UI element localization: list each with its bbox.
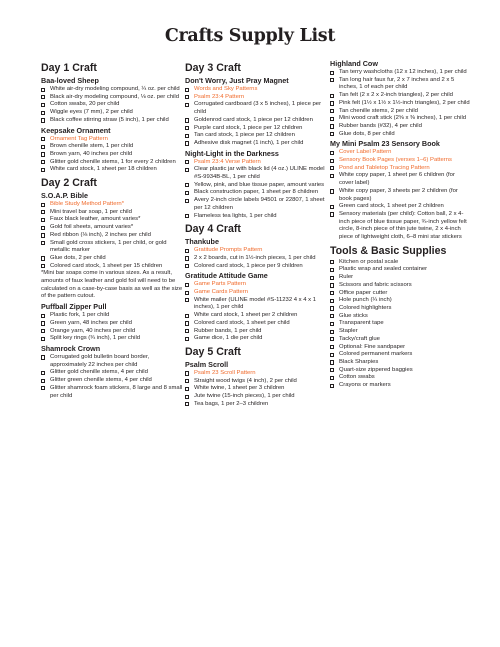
supply-list-item xyxy=(41,117,183,125)
checkbox-icon xyxy=(41,379,45,383)
checkbox-icon xyxy=(185,249,189,253)
checkbox-icon xyxy=(41,233,45,237)
supply-list xyxy=(330,69,470,138)
supply-list-item xyxy=(330,92,470,100)
supply-item-text: Glue dots, 2 per child xyxy=(50,254,106,261)
supply-item-text: Faux black leather, amount varies* xyxy=(50,216,141,223)
supply-list-item xyxy=(41,377,183,385)
supply-list-item xyxy=(185,335,325,343)
supply-list-item xyxy=(330,259,470,267)
supply-list-item xyxy=(41,263,183,271)
checkbox-icon xyxy=(41,152,45,156)
supply-list-item xyxy=(41,159,183,167)
section-heading-day-2-craft: Day 2 Craft xyxy=(41,177,97,190)
supply-item-text: Small gold cross stickers, 1 per child, or gold metallic marker xyxy=(50,239,167,254)
craft-title-night-light-in-the-darkness: Night-Light in the Darkness xyxy=(185,148,279,158)
supply-item-text: White twine, 1 sheet per 3 children xyxy=(194,385,285,392)
supply-item-text: Optional: Fine sandpaper xyxy=(339,343,406,350)
craft-title-gratitude-attitude-game: Gratitude Attitude Game xyxy=(185,271,268,281)
checkbox-icon xyxy=(41,137,45,141)
checkbox-icon xyxy=(185,387,189,391)
checkbox-icon xyxy=(41,160,45,164)
supply-item-text: Kitchen or postal scale xyxy=(339,258,399,265)
supply-list-item xyxy=(41,385,183,400)
supply-item-text: Mini travel bar soap, 1 per child xyxy=(50,208,132,215)
pattern-link-text[interactable]: Sensory Book Pages (verses 1–6) Patterns xyxy=(339,157,452,164)
supply-item-text: Glitter shamrock foam stickers, 8 large and 8 small per child xyxy=(50,384,183,399)
checkbox-icon xyxy=(41,371,45,375)
checkbox-icon xyxy=(185,191,189,195)
supply-item-text: Jute twine (15-inch pieces), 1 per child xyxy=(194,393,295,400)
supply-item-text: Tan chenille stems, 2 per child xyxy=(339,107,418,114)
checkbox-icon xyxy=(330,368,334,372)
supply-list-item xyxy=(185,297,325,312)
supply-list-item xyxy=(41,109,183,117)
checkbox-icon xyxy=(330,205,334,209)
supply-item-text: Cotton swabs xyxy=(339,374,375,381)
supply-list-item xyxy=(185,328,325,336)
supply-list-item xyxy=(185,125,325,133)
supply-list-item xyxy=(185,393,325,401)
pattern-link-text[interactable]: Gratitude Prompts Pattern xyxy=(194,247,263,254)
checkbox-icon xyxy=(41,329,45,333)
pattern-link-item[interactable] xyxy=(185,247,325,255)
supply-item-text: White card stock, 1 sheet per 2 children xyxy=(194,312,298,319)
checkbox-icon xyxy=(185,134,189,138)
section-heading-day-1-craft: Day 1 Craft xyxy=(41,62,97,74)
checkbox-icon xyxy=(41,210,45,214)
supply-list-item xyxy=(330,297,470,305)
supply-list-item xyxy=(330,108,470,116)
pattern-link-item[interactable] xyxy=(185,94,325,102)
supply-item-text: Tan terry washcloths (12 x 12 inches), 1 per child xyxy=(339,69,467,75)
supply-item-text: Hole punch (¼ inch) xyxy=(339,297,392,304)
supply-item-text: Tan card stock, 1 piece per 12 children xyxy=(194,132,295,139)
pattern-link-text[interactable]: Cover Label Pattern xyxy=(339,149,392,156)
supply-item-text: Quart-size zippered baggies xyxy=(339,366,413,373)
supply-item-text: Black construction paper, 1 sheet per 8 children xyxy=(194,189,319,196)
checkbox-icon xyxy=(330,71,334,75)
supply-list-item xyxy=(185,312,325,320)
supply-list-item xyxy=(330,290,470,298)
supply-item-text: Gold foil sheets, amount varies* xyxy=(50,224,134,231)
checkbox-icon xyxy=(330,174,334,178)
checkbox-icon xyxy=(41,88,45,92)
checkbox-icon xyxy=(41,386,45,390)
supply-item-text: Glue dots, 8 per child xyxy=(339,130,395,137)
craft-title-don-t-worry-just-pray-magnet: Don't Worry, Just Pray Magnet xyxy=(185,76,289,85)
supply-list-item xyxy=(330,382,470,390)
checkbox-icon xyxy=(330,345,334,349)
supply-item-text: Green card stock, 1 sheet per 2 children xyxy=(339,203,444,210)
supply-item-text: Black Sharpies xyxy=(339,358,379,365)
checkbox-icon xyxy=(185,256,189,260)
checkbox-icon xyxy=(330,166,334,170)
supply-item-text: Rubber bands (#32), 4 per child xyxy=(339,122,422,129)
supply-list xyxy=(185,247,325,270)
checkbox-icon xyxy=(41,314,45,318)
checkbox-icon xyxy=(330,306,334,310)
pattern-link-item[interactable] xyxy=(330,165,470,173)
supply-list-item xyxy=(185,213,325,221)
checkbox-icon xyxy=(330,283,334,287)
pattern-link-text[interactable]: Game Cards Pattern xyxy=(194,289,249,296)
supply-item-text: Straight wood twigs (4 inch), 2 per child xyxy=(194,377,297,384)
supply-item-text: Goldenrod card stock, 1 piece per 12 children xyxy=(194,116,313,123)
checkbox-icon xyxy=(41,321,45,325)
supply-list-item xyxy=(185,385,325,393)
supply-list-item xyxy=(330,374,470,382)
checkbox-icon xyxy=(41,111,45,115)
supply-list-item xyxy=(41,166,183,174)
checkbox-icon xyxy=(330,314,334,318)
supply-list xyxy=(41,86,183,125)
supply-item-text: Colored highlighters xyxy=(339,304,392,311)
checkbox-icon xyxy=(330,109,334,113)
supply-list-item xyxy=(330,367,470,375)
column-3 xyxy=(330,58,470,390)
supply-item-text: Game dice, 1 die per child xyxy=(194,335,263,342)
supply-item-text: Brown yarn, 40 inches per child xyxy=(50,150,133,157)
supply-list-item xyxy=(185,263,325,271)
supply-item-text: Orange yarn, 40 inches per child xyxy=(50,327,136,334)
checkbox-icon xyxy=(185,402,189,406)
supply-item-text: Sensory materials (per child): Cotton ball, 2 x 4-inch piece of blue tissue paper, ¾-inch yellow felt circle, 8-inch piece of thin jute twine, 2 x 4-inch piece of lightweight cloth, 6–8 mini star stickers xyxy=(339,210,467,241)
supply-list-item xyxy=(185,197,325,212)
supply-list-item xyxy=(41,312,183,320)
checkbox-icon xyxy=(41,203,45,207)
checkbox-icon xyxy=(185,103,189,107)
checkbox-icon xyxy=(185,379,189,383)
checkbox-icon xyxy=(330,360,334,364)
supply-item-text: Avery 2-inch circle labels 94501 or 22807, 1 sheet per 12 children xyxy=(194,197,325,211)
supply-item-text: Brown chenille stem, 1 per child xyxy=(50,143,134,150)
pattern-link-item[interactable] xyxy=(185,289,325,297)
section-heading-day-5-craft: Day 5 Craft xyxy=(185,345,241,358)
supply-item-text: Black air-dry modeling compound, ⅛ oz. per child xyxy=(50,93,180,100)
checkbox-icon xyxy=(185,371,189,375)
craft-title-thankube: Thankube xyxy=(185,237,219,247)
checkbox-icon xyxy=(41,355,45,359)
supply-item-text: Pink felt (1½ x 1½ x 1½-inch triangles), 2 per child xyxy=(339,99,470,106)
pattern-link-item[interactable] xyxy=(41,201,183,209)
checkbox-icon xyxy=(41,241,45,245)
supply-item-text: White copy paper, 3 sheets per 2 children (for book pages) xyxy=(339,187,458,202)
checkbox-icon xyxy=(185,160,189,164)
pattern-link-item[interactable] xyxy=(185,370,325,378)
supply-list xyxy=(41,312,183,343)
checkbox-icon xyxy=(330,322,334,326)
supply-item-text: White mailer (ULINE model #S-11232 4 x 4 x 1 inches), 1 per child xyxy=(194,296,317,311)
section-heading-day-4-craft: Day 4 Craft xyxy=(185,223,241,236)
supply-list xyxy=(330,259,470,390)
supply-list xyxy=(185,86,325,148)
supply-item-text: Colored card stock, 1 piece per 9 children xyxy=(194,262,303,269)
pattern-link-item[interactable] xyxy=(330,157,470,165)
pattern-link-text[interactable]: Pond and Tabletop Tracing Pattern xyxy=(339,164,430,171)
supply-list-item xyxy=(330,274,470,282)
supply-item-text: Transparent tape xyxy=(339,320,384,327)
checkbox-icon xyxy=(330,94,334,98)
checkbox-icon xyxy=(330,78,334,82)
supply-list xyxy=(41,136,183,175)
supply-list-item xyxy=(330,351,470,359)
supply-item-text: Corrugated gold bulletin board border, approximately 22 inches per child xyxy=(50,353,150,368)
pattern-link-item[interactable] xyxy=(41,136,183,144)
supply-item-text: Glitter gold chenille stems, 4 per child xyxy=(50,369,148,376)
supply-list xyxy=(41,354,183,400)
pattern-link-item[interactable] xyxy=(185,281,325,289)
checkbox-icon xyxy=(185,214,189,218)
checkbox-icon xyxy=(330,337,334,341)
checkbox-icon xyxy=(330,376,334,380)
pattern-link-text[interactable]: Psalm 23 Scroll Pattern xyxy=(194,369,256,376)
checkbox-icon xyxy=(185,118,189,122)
checkbox-icon xyxy=(185,291,189,295)
checkbox-icon xyxy=(185,395,189,399)
pattern-link-text[interactable]: Words and Sky Patterns xyxy=(194,86,258,92)
craft-title-baa-loved-sheep: Baa-loved Sheep xyxy=(41,76,99,85)
supply-list-item xyxy=(185,132,325,140)
craft-title-keepsake-ornament: Keepsake Ornament xyxy=(41,125,111,135)
checkbox-icon xyxy=(185,314,189,318)
checkbox-icon xyxy=(330,212,334,216)
pattern-link-item[interactable] xyxy=(185,86,325,94)
supply-item-text: White copy paper, 1 sheet per 6 children (for cover label) xyxy=(339,172,455,187)
checkbox-icon xyxy=(41,145,45,149)
checkbox-icon xyxy=(185,183,189,187)
checkbox-icon xyxy=(330,260,334,264)
craft-title-s-o-a-p-bible: S.O.A.P. Bible xyxy=(41,191,88,201)
checkbox-icon xyxy=(41,118,45,122)
pattern-link-text[interactable]: Bible Study Method Pattern* xyxy=(50,201,125,208)
supply-item-text: Corrugated cardboard (3 x 5 inches), 1 piece per child xyxy=(194,101,322,116)
checkbox-icon xyxy=(330,291,334,295)
supply-list-item xyxy=(41,328,183,336)
checkbox-icon xyxy=(41,103,45,107)
supply-list-item xyxy=(41,335,183,343)
supply-list-item xyxy=(41,224,183,232)
checkbox-icon xyxy=(185,95,189,99)
supply-item-text: 2 x 2 boards, cut in 1½-inch pieces, 1 per child xyxy=(194,254,316,261)
supply-list-item xyxy=(41,216,183,224)
supply-item-text: Tacky/craft glue xyxy=(339,335,380,342)
checkbox-icon xyxy=(185,298,189,302)
supply-list-item xyxy=(330,313,470,321)
supply-item-text: Clear plastic jar with black lid (4 oz.) ULINE model #S-9934B-BL, 1 per child xyxy=(194,166,325,181)
craft-title-psalm-scroll: Psalm Scroll xyxy=(185,359,229,369)
checkbox-icon xyxy=(330,276,334,280)
footnote: *Mini bar soaps come in various sizes. As a result, amounts of faux leather and gold foil will need to be calculated on a case-by-case basis as well as the size of the pattern cutout. xyxy=(41,270,183,300)
supply-item-text: Green yarn, 48 inches per child xyxy=(50,319,132,326)
pattern-link-text[interactable]: Psalm 23:4 Verse Pattern xyxy=(194,158,261,165)
supply-item-text: Yellow, pink, and blue tissue paper, amount varies xyxy=(194,181,325,188)
supply-list xyxy=(330,149,470,241)
supply-item-text: Colored card stock, 1 sheet per child xyxy=(194,319,290,326)
pattern-link-item[interactable] xyxy=(330,149,470,157)
supply-list-item xyxy=(330,266,470,274)
supply-list-item xyxy=(330,123,470,131)
supply-list-item xyxy=(330,203,470,211)
supply-item-text: Adhesive disk magnet (1 inch), 1 per child xyxy=(194,139,304,146)
supply-list-item xyxy=(330,344,470,352)
supply-list-item xyxy=(185,401,325,409)
supply-list-item xyxy=(41,354,183,369)
supply-list-item xyxy=(330,115,470,123)
supply-list-item xyxy=(41,320,183,328)
supply-item-text: Plastic wrap and sealed container xyxy=(339,266,428,273)
supply-item-text: Scissors and fabric scissors xyxy=(339,281,412,288)
checkbox-icon xyxy=(185,126,189,130)
supply-item-text: Purple card stock, 1 piece per 12 children xyxy=(194,124,303,131)
supply-list-item xyxy=(330,77,470,92)
supply-list-item xyxy=(330,211,470,242)
checkbox-icon xyxy=(330,330,334,334)
craft-title-shamrock-crown: Shamrock Crown xyxy=(41,343,101,353)
checkbox-icon xyxy=(185,283,189,287)
supply-list-item xyxy=(185,189,325,197)
supply-list-item xyxy=(330,131,470,139)
supply-list xyxy=(185,159,325,221)
checkbox-icon xyxy=(330,132,334,136)
checkbox-icon xyxy=(330,124,334,128)
supply-list xyxy=(41,201,183,270)
supply-list-item xyxy=(330,282,470,290)
supply-list-item xyxy=(41,369,183,377)
checkbox-icon xyxy=(330,299,334,303)
supply-item-text: Black coffee stirring straw (5 inch), 1 per child xyxy=(50,116,169,123)
supply-list-item xyxy=(330,100,470,108)
supply-list-item xyxy=(41,151,183,159)
checkbox-icon xyxy=(330,101,334,105)
pattern-link-item[interactable] xyxy=(185,159,325,167)
checkbox-icon xyxy=(330,151,334,155)
supply-list xyxy=(185,370,325,409)
checkbox-icon xyxy=(185,264,189,268)
craft-title-puffball-zipper-pull: Puffball Zipper Pull xyxy=(41,302,107,312)
checkbox-icon xyxy=(330,353,334,357)
supply-list-item xyxy=(41,255,183,263)
supply-item-text: Tan felt (2 x 2 x 2-inch triangles), 2 per child xyxy=(339,92,453,99)
pattern-link-text[interactable]: Psalm 23:4 Pattern xyxy=(194,93,245,100)
checkbox-icon xyxy=(330,117,334,121)
column-2 xyxy=(185,58,325,409)
supply-list-item xyxy=(185,182,325,190)
supply-item-text: Flameless tea lights, 1 per child xyxy=(194,212,277,219)
page-title: Crafts Supply List xyxy=(164,26,336,46)
supply-list-item xyxy=(185,117,325,125)
supply-list-item xyxy=(330,359,470,367)
supply-item-text: Colored permanent markers xyxy=(339,351,413,358)
checkbox-icon xyxy=(330,268,334,272)
supply-list-item xyxy=(330,328,470,336)
checkbox-icon xyxy=(185,168,189,172)
supply-list-item xyxy=(330,320,470,328)
checkbox-icon xyxy=(185,329,189,333)
supply-item-text: Red ribbon (⅛ inch), 2 inches per child xyxy=(50,231,151,238)
column-1 xyxy=(41,58,183,400)
checkbox-icon xyxy=(185,88,189,92)
supply-item-text: Ruler xyxy=(339,274,354,281)
supply-list-item xyxy=(330,305,470,313)
checkbox-icon xyxy=(41,226,45,230)
checkbox-icon xyxy=(185,337,189,341)
supply-item-text: Colored card stock, 1 sheet per 15 children xyxy=(50,262,163,269)
supply-list-item xyxy=(185,320,325,328)
supply-list-item xyxy=(185,140,325,148)
supply-item-text: Glitter gold chenille stems, 1 for every 2 children xyxy=(50,158,176,165)
supply-item-text: Cotton swabs, 20 per child xyxy=(50,101,120,108)
supply-list-item xyxy=(41,209,183,217)
supply-list-item xyxy=(185,166,325,181)
supply-list-item xyxy=(41,240,183,255)
checkbox-icon xyxy=(330,189,334,193)
section-heading-day-3-craft: Day 3 Craft xyxy=(185,62,241,74)
supply-item-text: Mini wood craft stick (2⅝ x ⅜ inches), 1 per child xyxy=(339,115,467,122)
craft-title-highland-cow: Highland Cow xyxy=(330,59,378,68)
checkbox-icon xyxy=(41,218,45,222)
supply-list-item xyxy=(330,336,470,344)
supply-item-text: White air-dry modeling compound, ¼ oz. per child xyxy=(50,86,180,92)
supply-list-item xyxy=(330,172,470,187)
supply-item-text: Wiggle eyes (7 mm), 2 per child xyxy=(50,109,133,116)
checkbox-icon xyxy=(185,199,189,203)
checkbox-icon xyxy=(185,321,189,325)
checkbox-icon xyxy=(330,159,334,163)
supply-item-text: White card stock, 1 sheet per 18 children xyxy=(50,166,157,173)
supply-list-item xyxy=(41,94,183,102)
supply-list-item xyxy=(41,143,183,151)
supply-item-text: Split key rings (¾ inch), 1 per child xyxy=(50,335,141,342)
supply-list-item xyxy=(185,255,325,263)
supply-item-text: Office paper cutter xyxy=(339,289,388,296)
supply-item-text: Glitter green chenille stems, 4 per child xyxy=(50,377,152,384)
pattern-link-text[interactable]: Game Parts Pattern xyxy=(194,281,247,288)
checkbox-icon xyxy=(41,256,45,260)
craft-title-my-mini-psalm-23-sensory-book: My Mini Psalm 23 Sensory Book xyxy=(330,139,440,149)
supply-item-text: Tan long hair faux fur, 2 x 7 inches and 2 x 5 inches, 1 of each per child xyxy=(339,76,455,91)
supply-item-text: Crayons or markers xyxy=(339,382,391,389)
supply-item-text: Stapler xyxy=(339,328,358,335)
supply-list-item xyxy=(185,378,325,386)
supply-list-item xyxy=(330,69,470,77)
supply-list-item xyxy=(330,188,470,203)
supply-list-item xyxy=(41,232,183,240)
section-heading-tools-basic-supplies: Tools & Basic Supplies xyxy=(330,244,447,257)
checkbox-icon xyxy=(330,384,334,388)
checkbox-icon xyxy=(185,141,189,145)
supply-list-item xyxy=(41,86,183,94)
supply-list xyxy=(185,281,325,343)
checkbox-icon xyxy=(41,168,45,172)
supply-item-text: Tea bags, 1 per 2–3 children xyxy=(194,400,269,407)
supply-item-text: Rubber bands, 1 per child xyxy=(194,327,262,334)
pattern-link-text[interactable]: Ornament Tag Pattern xyxy=(50,135,108,142)
checkbox-icon xyxy=(41,264,45,268)
supply-item-text: Glue sticks xyxy=(339,312,368,319)
checkbox-icon xyxy=(41,95,45,99)
supply-list-item xyxy=(185,101,325,116)
supply-item-text: Plastic fork, 1 per child xyxy=(50,312,110,319)
checkbox-icon xyxy=(41,337,45,341)
supply-list-item xyxy=(41,101,183,109)
